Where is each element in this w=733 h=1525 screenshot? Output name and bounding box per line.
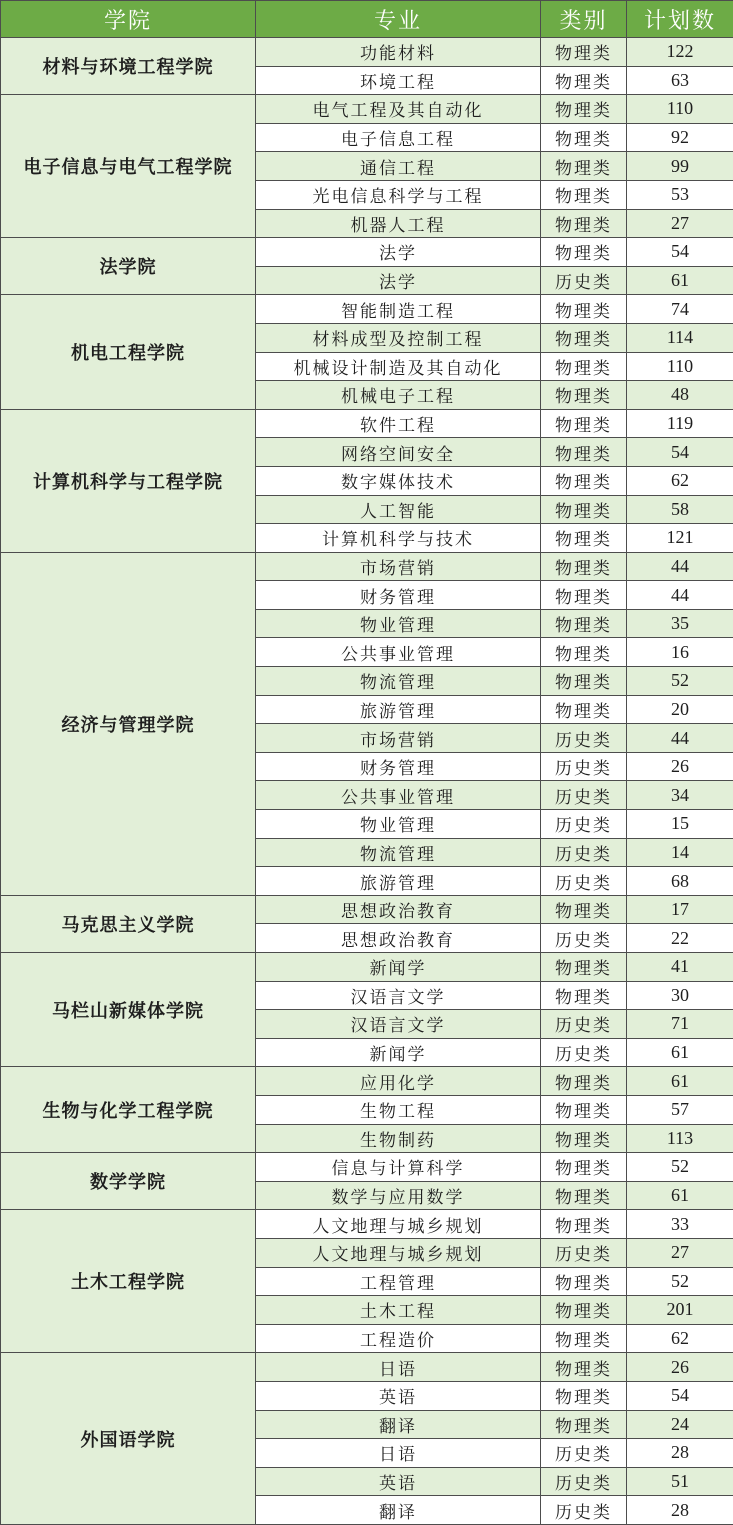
plan-count-cell: 92 [627, 123, 733, 152]
plan-count-cell: 33 [627, 1210, 733, 1239]
major-cell: 人工智能 [256, 495, 541, 524]
plan-count-cell: 51 [627, 1467, 733, 1496]
table-row [1, 953, 733, 982]
category-cell: 物理类 [541, 495, 627, 524]
major-cell: 信息与计算科学 [256, 1153, 541, 1182]
plan-count-cell: 35 [627, 609, 733, 638]
major-cell: 生物制药 [256, 1124, 541, 1153]
major-cell: 生物工程 [256, 1095, 541, 1124]
college-cell: 电子信息与电气工程学院 [1, 95, 256, 238]
category-cell: 物理类 [541, 1095, 627, 1124]
table-row [1, 409, 733, 438]
table-row [1, 895, 733, 924]
plan-count-cell: 41 [627, 953, 733, 982]
plan-count-cell: 110 [627, 352, 733, 381]
major-cell: 公共事业管理 [256, 638, 541, 667]
major-cell: 功能材料 [256, 38, 541, 67]
category-column-header: 类别 [541, 1, 627, 38]
major-cell: 计算机科学与技术 [256, 524, 541, 553]
plan-count-cell: 110 [627, 95, 733, 124]
table-row [1, 1210, 733, 1239]
college-cell: 外国语学院 [1, 1353, 256, 1525]
category-cell: 物理类 [541, 180, 627, 209]
category-cell: 物理类 [541, 953, 627, 982]
header-row [1, 1, 733, 38]
category-cell: 物理类 [541, 152, 627, 181]
category-cell: 历史类 [541, 810, 627, 839]
major-cell: 环境工程 [256, 66, 541, 95]
plan-count-cell: 53 [627, 180, 733, 209]
category-cell: 历史类 [541, 1439, 627, 1468]
major-cell: 思想政治教育 [256, 924, 541, 953]
category-cell: 物理类 [541, 1181, 627, 1210]
category-cell: 物理类 [541, 95, 627, 124]
table-row [1, 295, 733, 324]
category-cell: 物理类 [541, 438, 627, 467]
plan-count-cell: 34 [627, 781, 733, 810]
category-cell: 物理类 [541, 209, 627, 238]
plan-count-cell: 61 [627, 1067, 733, 1096]
category-cell: 物理类 [541, 895, 627, 924]
plan-count-cell: 61 [627, 266, 733, 295]
major-cell: 应用化学 [256, 1067, 541, 1096]
major-cell: 思想政治教育 [256, 895, 541, 924]
plan-column-header: 计划数 [627, 1, 733, 38]
category-cell: 物理类 [541, 295, 627, 324]
plan-count-cell: 61 [627, 1181, 733, 1210]
major-cell: 物流管理 [256, 838, 541, 867]
plan-count-cell: 61 [627, 1038, 733, 1067]
major-cell: 物业管理 [256, 810, 541, 839]
major-cell: 法学 [256, 238, 541, 267]
category-cell: 物理类 [541, 638, 627, 667]
major-cell: 机器人工程 [256, 209, 541, 238]
category-cell: 历史类 [541, 1467, 627, 1496]
college-cell: 土木工程学院 [1, 1210, 256, 1353]
plan-count-cell: 52 [627, 1153, 733, 1182]
category-cell: 历史类 [541, 724, 627, 753]
table-header [1, 1, 733, 38]
category-cell: 历史类 [541, 1010, 627, 1039]
category-cell: 物理类 [541, 381, 627, 410]
major-cell: 数学与应用数学 [256, 1181, 541, 1210]
category-cell: 物理类 [541, 1210, 627, 1239]
plan-count-cell: 15 [627, 810, 733, 839]
category-cell: 物理类 [541, 1124, 627, 1153]
table-row [1, 95, 733, 124]
category-cell: 物理类 [541, 1410, 627, 1439]
major-cell: 物流管理 [256, 667, 541, 696]
major-cell: 日语 [256, 1353, 541, 1382]
plan-count-cell: 54 [627, 1381, 733, 1410]
major-cell: 财务管理 [256, 581, 541, 610]
table-row [1, 38, 733, 67]
plan-count-cell: 27 [627, 1238, 733, 1267]
plan-count-cell: 20 [627, 695, 733, 724]
plan-count-cell: 201 [627, 1296, 733, 1325]
major-cell: 新闻学 [256, 1038, 541, 1067]
category-cell: 物理类 [541, 695, 627, 724]
major-cell: 智能制造工程 [256, 295, 541, 324]
major-cell: 工程造价 [256, 1324, 541, 1353]
category-cell: 物理类 [541, 1267, 627, 1296]
plan-count-cell: 62 [627, 466, 733, 495]
major-cell: 翻译 [256, 1410, 541, 1439]
category-cell: 物理类 [541, 123, 627, 152]
category-cell: 历史类 [541, 781, 627, 810]
plan-count-cell: 74 [627, 295, 733, 324]
category-cell: 物理类 [541, 524, 627, 553]
major-cell: 光电信息科学与工程 [256, 180, 541, 209]
major-cell: 翻译 [256, 1496, 541, 1525]
college-cell: 数学学院 [1, 1153, 256, 1210]
major-cell: 人文地理与城乡规划 [256, 1238, 541, 1267]
table-row [1, 1153, 733, 1182]
major-cell: 电子信息工程 [256, 123, 541, 152]
major-cell: 材料成型及控制工程 [256, 323, 541, 352]
plan-count-cell: 99 [627, 152, 733, 181]
major-cell: 工程管理 [256, 1267, 541, 1296]
plan-count-cell: 68 [627, 867, 733, 896]
major-cell: 通信工程 [256, 152, 541, 181]
major-cell: 电气工程及其自动化 [256, 95, 541, 124]
table-row [1, 552, 733, 581]
category-cell: 物理类 [541, 1153, 627, 1182]
major-column-header: 专业 [256, 1, 541, 38]
plan-count-cell: 14 [627, 838, 733, 867]
college-cell: 机电工程学院 [1, 295, 256, 409]
major-cell: 旅游管理 [256, 867, 541, 896]
category-cell: 物理类 [541, 1296, 627, 1325]
major-cell: 物业管理 [256, 609, 541, 638]
plan-count-cell: 113 [627, 1124, 733, 1153]
category-cell: 历史类 [541, 752, 627, 781]
major-cell: 机械设计制造及其自动化 [256, 352, 541, 381]
category-cell: 物理类 [541, 667, 627, 696]
major-cell: 法学 [256, 266, 541, 295]
plan-count-cell: 114 [627, 323, 733, 352]
category-cell: 物理类 [541, 981, 627, 1010]
plan-count-cell: 27 [627, 209, 733, 238]
category-cell: 物理类 [541, 238, 627, 267]
plan-count-cell: 71 [627, 1010, 733, 1039]
category-cell: 物理类 [541, 466, 627, 495]
plan-count-cell: 24 [627, 1410, 733, 1439]
plan-count-cell: 22 [627, 924, 733, 953]
major-cell: 英语 [256, 1381, 541, 1410]
major-cell: 软件工程 [256, 409, 541, 438]
category-cell: 物理类 [541, 352, 627, 381]
plan-count-cell: 26 [627, 752, 733, 781]
category-cell: 历史类 [541, 266, 627, 295]
category-cell: 物理类 [541, 1353, 627, 1382]
major-cell: 新闻学 [256, 953, 541, 982]
major-cell: 市场营销 [256, 724, 541, 753]
table-row [1, 238, 733, 267]
plan-count-cell: 121 [627, 524, 733, 553]
major-cell: 人文地理与城乡规划 [256, 1210, 541, 1239]
major-cell: 市场营销 [256, 552, 541, 581]
plan-count-cell: 28 [627, 1496, 733, 1525]
category-cell: 物理类 [541, 38, 627, 67]
major-cell: 公共事业管理 [256, 781, 541, 810]
category-cell: 历史类 [541, 838, 627, 867]
plan-count-cell: 16 [627, 638, 733, 667]
table-row [1, 1067, 733, 1096]
major-cell: 汉语言文学 [256, 981, 541, 1010]
plan-count-cell: 54 [627, 438, 733, 467]
plan-count-cell: 58 [627, 495, 733, 524]
plan-count-cell: 122 [627, 38, 733, 67]
plan-count-cell: 52 [627, 667, 733, 696]
college-cell: 经济与管理学院 [1, 552, 256, 895]
major-cell: 数字媒体技术 [256, 466, 541, 495]
category-cell: 历史类 [541, 1038, 627, 1067]
college-cell: 马克思主义学院 [1, 895, 256, 952]
major-cell: 汉语言文学 [256, 1010, 541, 1039]
plan-count-cell: 63 [627, 66, 733, 95]
plan-count-cell: 44 [627, 581, 733, 610]
college-cell: 法学院 [1, 238, 256, 295]
major-cell: 财务管理 [256, 752, 541, 781]
college-cell: 材料与环境工程学院 [1, 38, 256, 95]
plan-count-cell: 30 [627, 981, 733, 1010]
major-cell: 网络空间安全 [256, 438, 541, 467]
category-cell: 物理类 [541, 552, 627, 581]
category-cell: 物理类 [541, 1067, 627, 1096]
category-cell: 物理类 [541, 609, 627, 638]
plan-count-cell: 26 [627, 1353, 733, 1382]
category-cell: 历史类 [541, 924, 627, 953]
category-cell: 物理类 [541, 323, 627, 352]
college-cell: 计算机科学与工程学院 [1, 409, 256, 552]
plan-count-cell: 44 [627, 552, 733, 581]
category-cell: 物理类 [541, 1324, 627, 1353]
major-cell: 机械电子工程 [256, 381, 541, 410]
plan-count-cell: 17 [627, 895, 733, 924]
table-row [1, 1353, 733, 1382]
category-cell: 物理类 [541, 409, 627, 438]
plan-count-cell: 48 [627, 381, 733, 410]
plan-count-cell: 28 [627, 1439, 733, 1468]
category-cell: 物理类 [541, 581, 627, 610]
plan-count-cell: 119 [627, 409, 733, 438]
major-cell: 旅游管理 [256, 695, 541, 724]
plan-count-cell: 62 [627, 1324, 733, 1353]
plan-count-cell: 54 [627, 238, 733, 267]
college-cell: 马栏山新媒体学院 [1, 953, 256, 1067]
plan-count-cell: 57 [627, 1095, 733, 1124]
major-cell: 日语 [256, 1439, 541, 1468]
category-cell: 历史类 [541, 1496, 627, 1525]
category-cell: 历史类 [541, 1238, 627, 1267]
major-cell: 土木工程 [256, 1296, 541, 1325]
major-cell: 英语 [256, 1467, 541, 1496]
category-cell: 物理类 [541, 1381, 627, 1410]
plan-count-cell: 44 [627, 724, 733, 753]
table-body [1, 38, 733, 1525]
college-cell: 生物与化学工程学院 [1, 1067, 256, 1153]
category-cell: 历史类 [541, 867, 627, 896]
category-cell: 物理类 [541, 66, 627, 95]
college-column-header: 学院 [1, 1, 256, 38]
plan-count-cell: 52 [627, 1267, 733, 1296]
